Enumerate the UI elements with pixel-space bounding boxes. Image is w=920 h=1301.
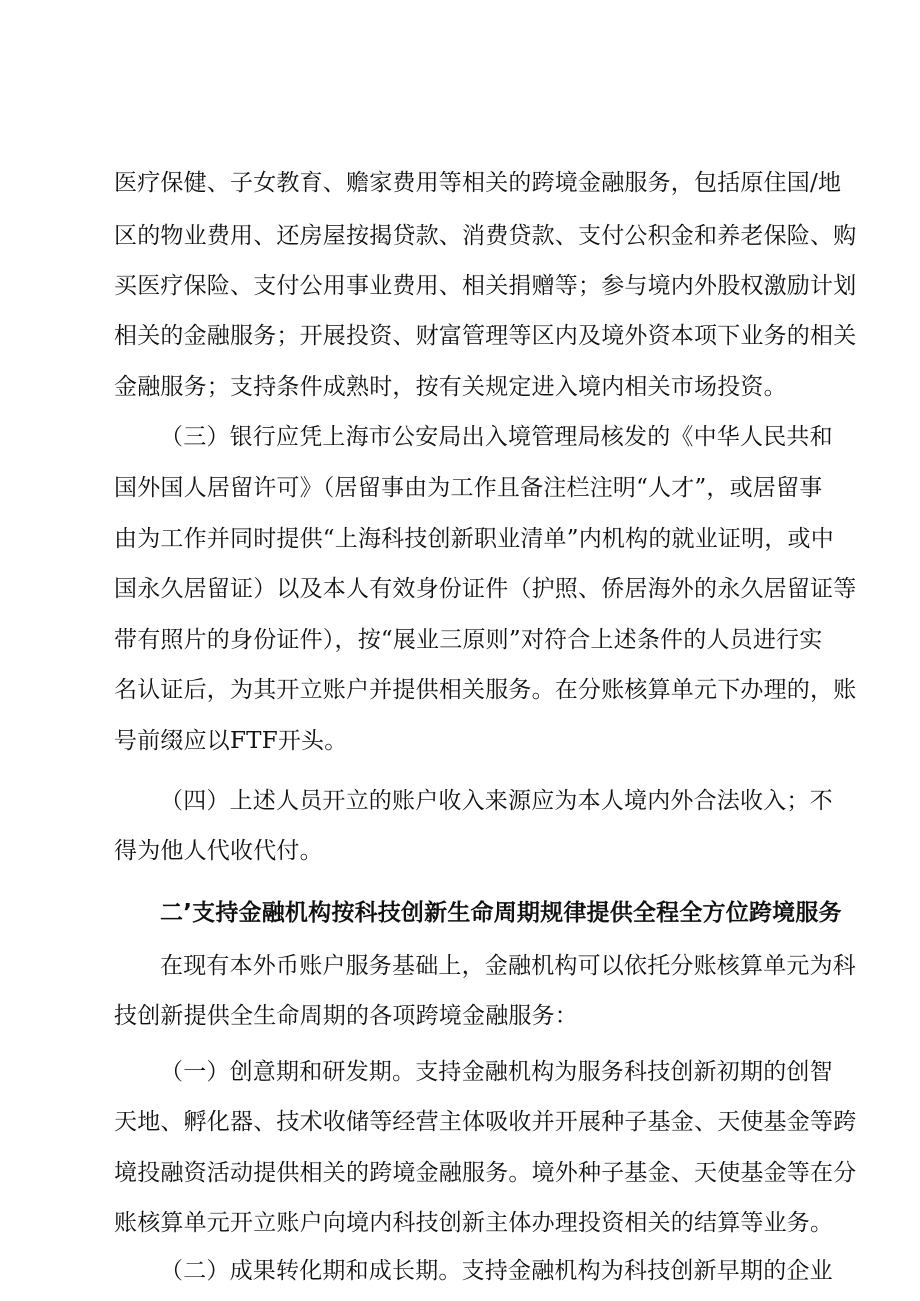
text-line: 账核算单元开立账户向境内科技创新主体办理投资相关的结算等业务。 bbox=[114, 1210, 834, 1236]
text-line: 医疗保健、子女教育、赡家费用等相关的跨境金融服务，包括原住国/地 bbox=[114, 170, 842, 196]
text-line: 在现有本外币账户服务基础上，金融机构可以依托分账核算单元为科 bbox=[160, 953, 856, 979]
text-line: 号前缀应以FTF开头。 bbox=[114, 728, 348, 754]
text-line: （四）上述人员开立的账户收入来源应为本人境内外合法收入；不 bbox=[160, 788, 833, 814]
text-line: 名认证后，为其开立账户并提供相关服务。在分账核算单元下办理的，账 bbox=[114, 677, 857, 703]
text-line: 由为工作并同时提供“上海科技创新职业清单”内机构的就业证明，或中 bbox=[114, 526, 834, 552]
text-line: （二）成果转化期和成长期。支持金融机构为科技创新早期的企业 bbox=[160, 1258, 833, 1284]
text-line: 技创新提供全生命周期的各项跨境金融服务： bbox=[114, 1003, 578, 1029]
text-line: 得为他人代收代付。 bbox=[114, 838, 323, 864]
text-line: （一）创意期和研发期。支持金融机构为服务科技创新初期的创智 bbox=[160, 1059, 833, 1085]
text-line: 金融服务；支持条件成熟时，按有关规定进入境内相关市场投资。 bbox=[114, 374, 787, 400]
text-line: 相关的金融服务；开展投资、财富管理等区内及境外资本项下业务的相关 bbox=[114, 323, 857, 349]
text-line: 区的物业费用、还房屋按揭贷款、消费贷款、支付公积金和养老保险、购 bbox=[114, 223, 857, 249]
text-line: 买医疗保险、支付公用事业费用、相关捐赠等；参与境内外股权激励计划 bbox=[114, 273, 857, 299]
text-line: 境投融资活动提供相关的跨境金融服务。境外种子基金、天使基金等在分 bbox=[114, 1160, 857, 1186]
section-heading: 二’支持金融机构按科技创新生命周期规律提供全程全方位跨境服务 bbox=[160, 900, 842, 926]
text-line: 国永久居留证）以及本人有效身份证件（护照、侨居海外的永久居留证等 bbox=[114, 576, 857, 602]
text-line: 带有照片的身份证件），按“展业三原则”对符合上述条件的人员进行实 bbox=[114, 627, 823, 653]
text-line: 国外国人居留许可》（居留事由为工作且备注栏注明“人才”，或居留事 bbox=[114, 475, 823, 501]
text-line: 天地、孵化器、技术收储等经营主体吸收并开展种子基金、天使基金等跨 bbox=[114, 1109, 857, 1135]
text-line: （三）银行应凭上海市公安局出入境管理局核发的《中华人民共和 bbox=[160, 424, 833, 450]
